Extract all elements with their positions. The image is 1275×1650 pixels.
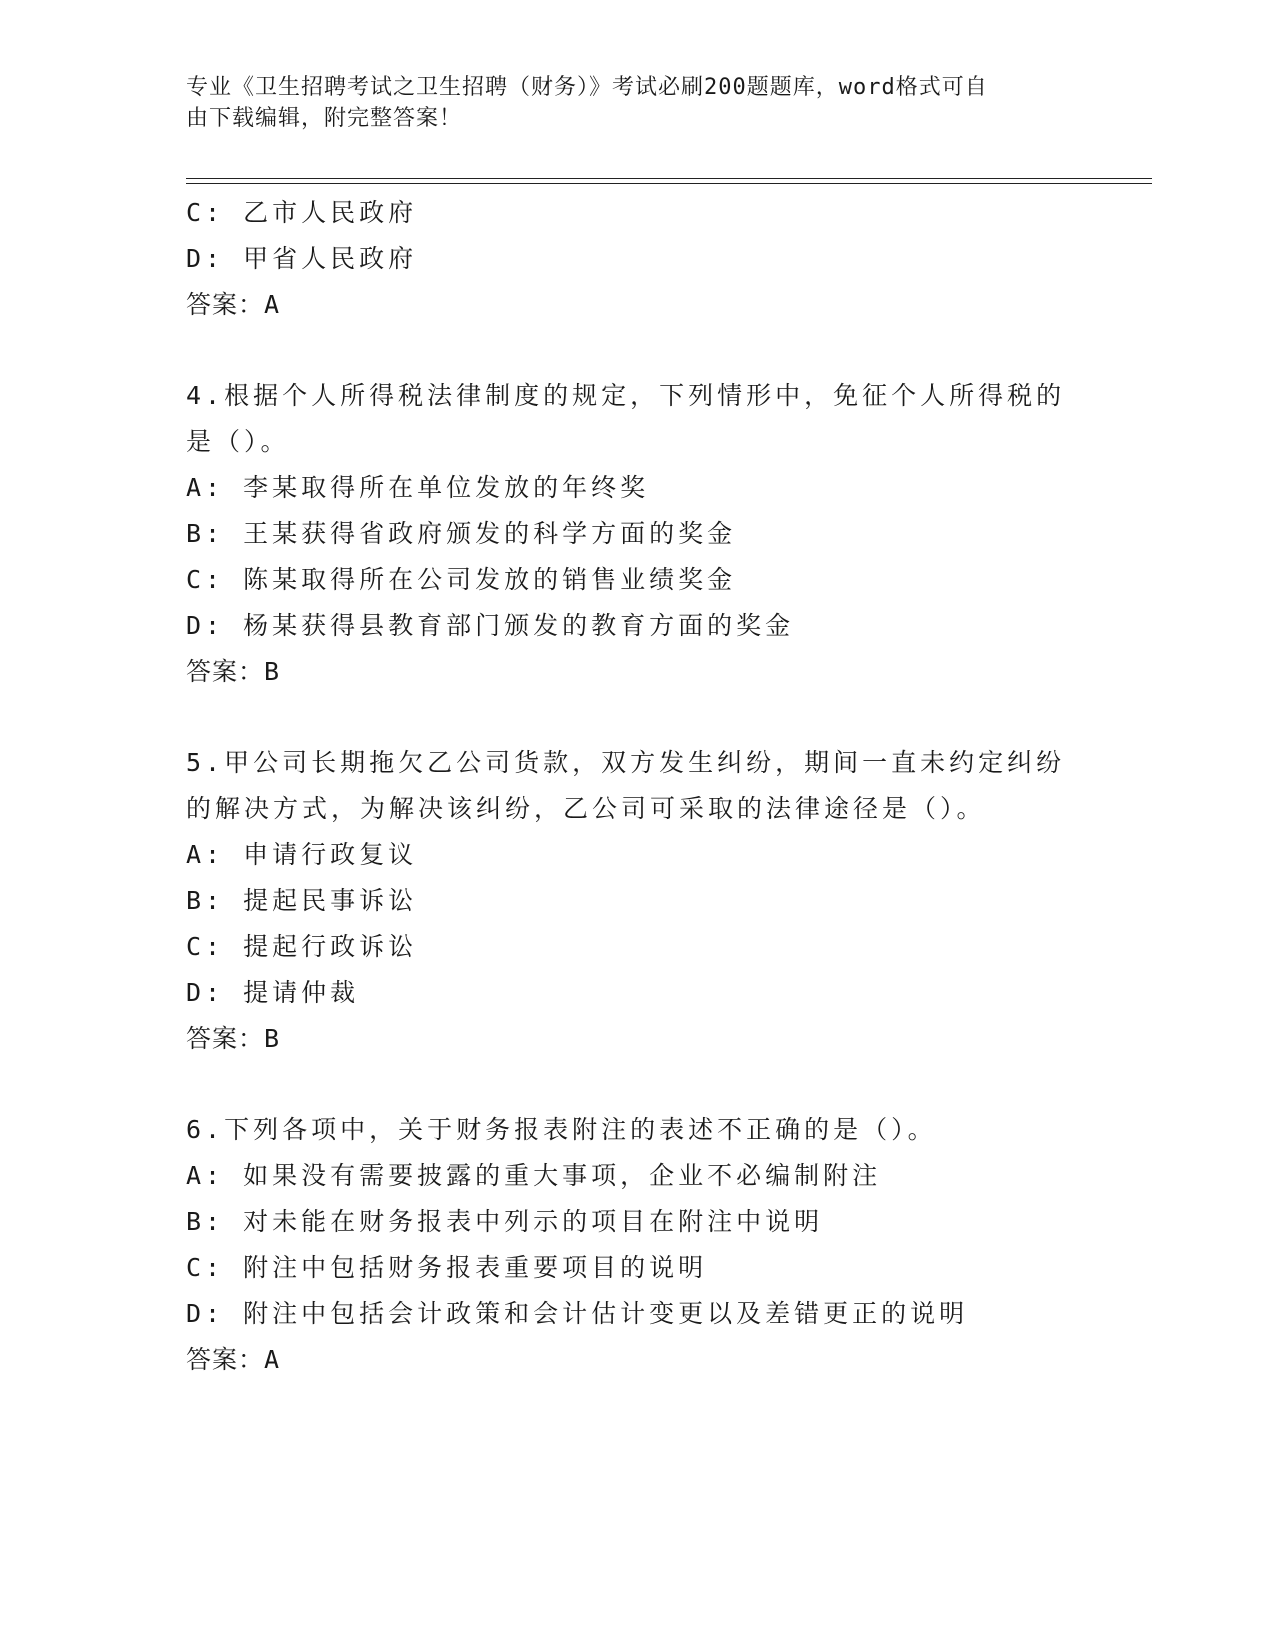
option-a: A: 如果没有需要披露的重大事项，企业不必编制附注 — [186, 1161, 882, 1190]
question-3 — [186, 190, 1086, 328]
option-d: D: 杨某获得县教育部门颁发的教育方面的奖金 — [186, 611, 795, 640]
option-b: B: 提起民事诉讼 — [186, 886, 418, 915]
question-6 — [186, 1107, 1086, 1383]
page-header — [186, 72, 1076, 134]
option-c: C: 乙市人民政府 — [186, 198, 418, 227]
question-stem-line-1: 6.下列各项中，关于财务报表附注的表述不正确的是（）。 — [186, 1115, 937, 1144]
header-divider-bottom — [186, 183, 1152, 184]
question-stem-line-2: 是（）。 — [186, 427, 290, 456]
answer: 答案：A — [186, 290, 281, 319]
option-c: C: 陈某取得所在公司发放的销售业绩奖金 — [186, 565, 737, 594]
option-b: B: 王某获得省政府颁发的科学方面的奖金 — [186, 519, 737, 548]
option-b: B: 对未能在财务报表中列示的项目在附注中说明 — [186, 1207, 824, 1236]
option-d: D: 附注中包括会计政策和会计估计变更以及差错更正的说明 — [186, 1299, 969, 1328]
question-stem-line-1: 5.甲公司长期拖欠乙公司货款，双方发生纠纷，期间一直未约定纠纷 — [186, 748, 1066, 777]
answer: 答案：B — [186, 1024, 281, 1053]
header-line-2: 由下载编辑，附完整答案！ — [186, 106, 463, 131]
question-stem-line-1: 4.根据个人所得税法律制度的规定，下列情形中，免征个人所得税的 — [186, 381, 1066, 410]
option-d: D: 提请仲裁 — [186, 978, 360, 1007]
option-c: C: 提起行政诉讼 — [186, 932, 418, 961]
answer: 答案：B — [186, 657, 281, 686]
question-stem-line-2: 的解决方式，为解决该纠纷，乙公司可采取的法律途径是（）。 — [186, 794, 986, 823]
option-a: A: 李某取得所在单位发放的年终奖 — [186, 473, 650, 502]
option-c: C: 附注中包括财务报表重要项目的说明 — [186, 1253, 708, 1282]
answer: 答案：A — [186, 1345, 281, 1374]
header-divider-top — [186, 178, 1152, 179]
option-a: A: 申请行政复议 — [186, 840, 418, 869]
spacer — [186, 695, 1086, 740]
header-line-1: 专业《卫生招聘考试之卫生招聘（财务）》考试必刷200题题库，word格式可自 — [186, 75, 988, 100]
spacer — [186, 328, 1086, 373]
question-4 — [186, 373, 1086, 695]
option-d: D: 甲省人民政府 — [186, 244, 418, 273]
spacer — [186, 1062, 1086, 1107]
question-5 — [186, 740, 1086, 1062]
question-list — [186, 190, 1086, 1383]
